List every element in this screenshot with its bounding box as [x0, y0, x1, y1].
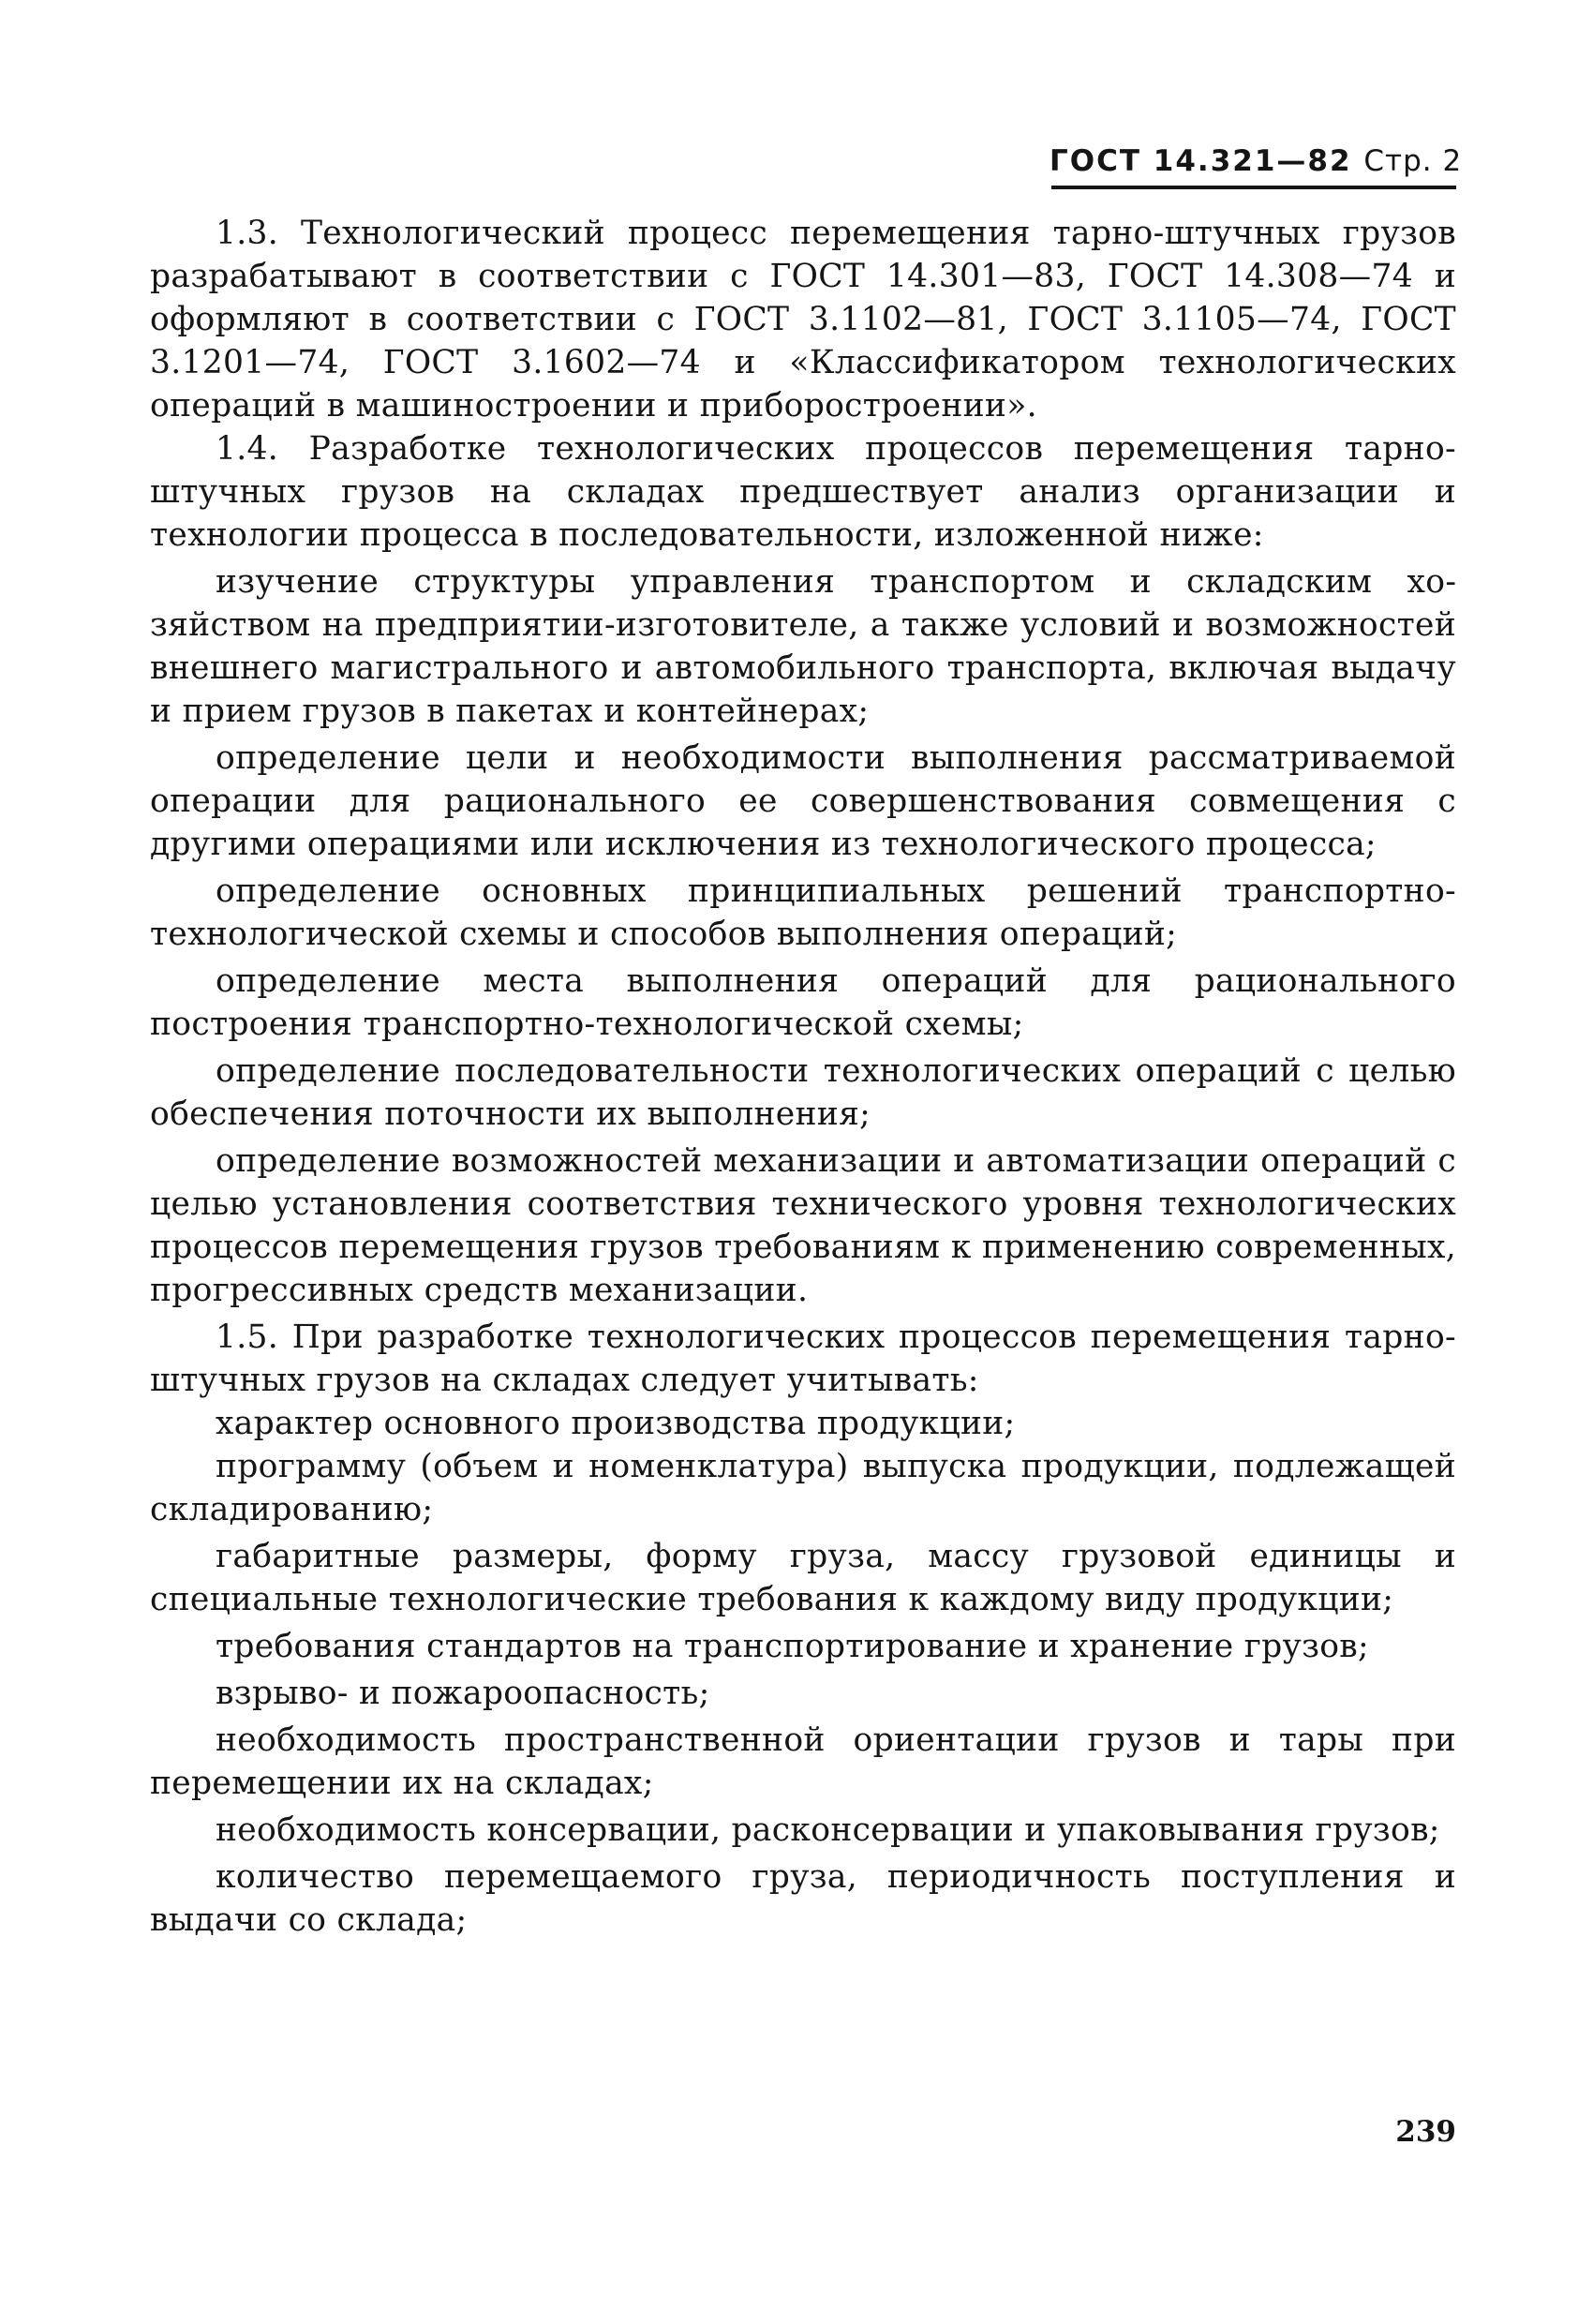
header-rule	[1051, 186, 1456, 189]
list-item: определение основных принципиальных решений транспортно-технологической схемы и способов выполнения операций;	[150, 872, 1456, 953]
list-item: количество перемещаемого груза, периодичность поступления и выдачи со склада;	[150, 1858, 1456, 1939]
list-item: определение последовательности технологических операций с целью обеспечения поточности их выполнения;	[150, 1052, 1456, 1133]
body-text	[150, 212, 1456, 1942]
clause-1-5: 1.5. При разработке технологических процессов перемещения тарно-штучных грузов на складах следует учитывать:	[150, 1318, 1456, 1399]
list-item: необходимость пространственной ориентации грузов и тары при перемещении их на складах;	[150, 1721, 1456, 1802]
running-header	[1050, 142, 1463, 180]
clause-1-3: 1.3. Технологический процесс перемещения тарно-штучных грузов разрабатывают в соответствии с ГОСТ 14.301—83, ГОСТ 14.308—74 и оформляют в соответствии с ГОСТ 3.1102—81, ГОСТ 3.1105—74, ГОСТ 3.1201—74, ГОСТ 3.1602—74 и «Классификатором технологических операций в машиностроении и приборостроении».	[150, 215, 1456, 425]
list-item: характер основного производства продукции;	[216, 1405, 1016, 1442]
list-item: требования стандартов на транспортирование и хранение грузов;	[216, 1628, 1369, 1665]
page-reference: Стр. 2	[1363, 144, 1463, 178]
list-item: определение возможностей механизации и автоматизации операций с целью установления соответствия технического уровня технологических процессов перемещения грузов требованиям к применению современных, прогрессивных средств механизации.	[150, 1142, 1456, 1309]
list-item: определение цели и необходимости выполнения рассматриваемой операции для рационального ее совершенствования совмещения с другими операциями или исключения из технологического процесса;	[150, 739, 1456, 863]
standard-designation: ГОСТ 14.321—82	[1050, 144, 1352, 178]
list-item: определение места выполнения операций для рационального построения транспортно-технологической схемы;	[150, 962, 1456, 1043]
page-number: 239	[1395, 2115, 1456, 2149]
list-item: взрыво- и пожароопасность;	[216, 1675, 710, 1712]
clause-1-4: 1.4. Разработке технологических процессов перемещения тарно-штучных грузов на складах предшествует анализ организации и технологии процесса в последовательности, изложенной ниже:	[150, 430, 1456, 554]
list-item: изучение структуры управления транспортом и складским хозяйством на предприятии-изготовителе, а также условий и возможностей внешнего магистрального и автомобильного транспорта, включая выдачу и прием грузов в пакетах и контейнерах;	[150, 563, 1456, 730]
list-item: габаритные размеры, форму груза, массу грузовой единицы и специальные технологические требования к каждому виду продукции;	[150, 1538, 1456, 1618]
list-item: необходимость консервации, расконсервации и упаковывания грузов;	[216, 1811, 1440, 1849]
list-item: программу (объем и номенклатура) выпуска продукции, подлежащей складированию;	[150, 1448, 1456, 1528]
